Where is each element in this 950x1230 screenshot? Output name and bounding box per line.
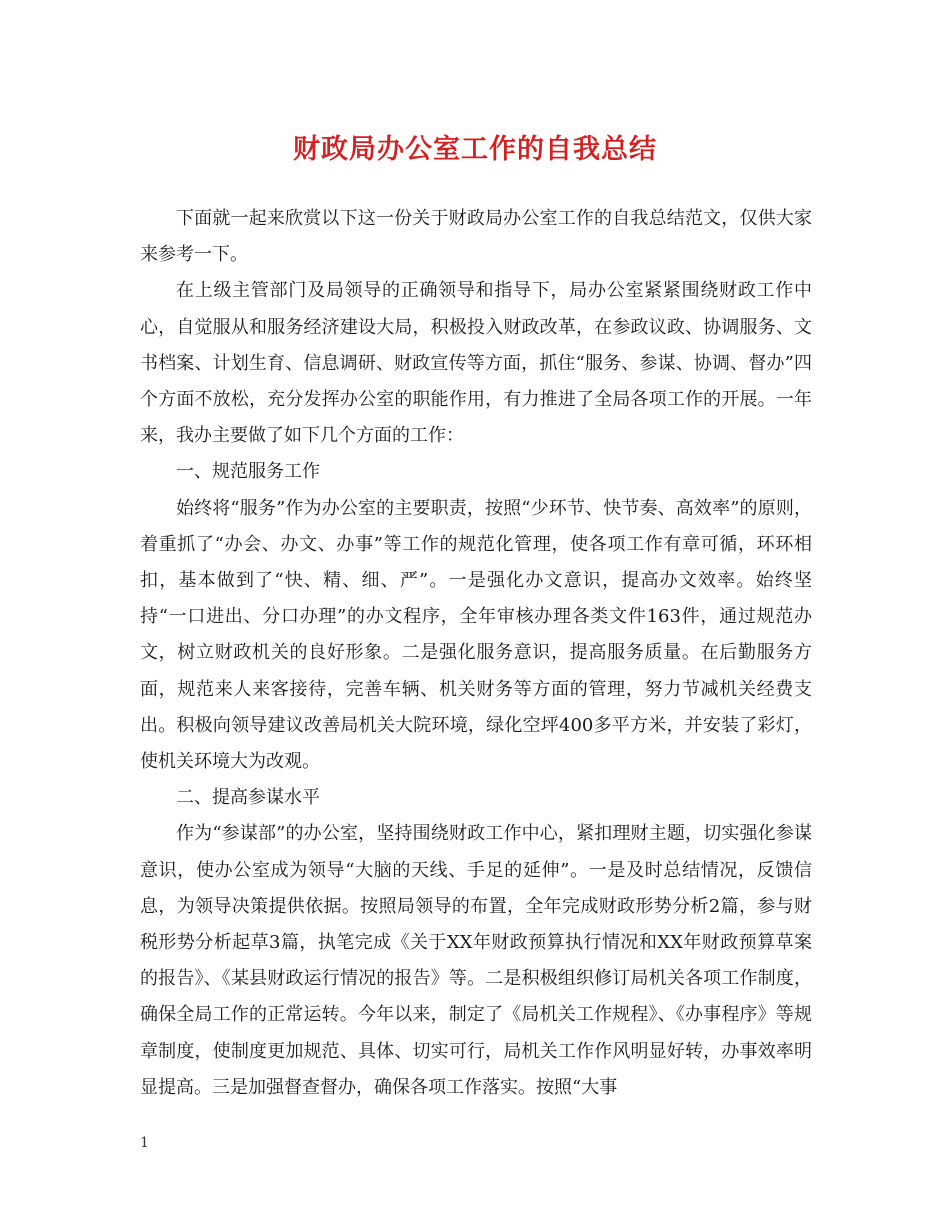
section-heading-advisory: 二、提高参谋水平: [176, 787, 320, 809]
paragraph-advisory: 作为“参谋部”的办公室，坚持围绕财政工作中心，紧扣理财主题，切实强化参谋意识，使办公室成为领导“大脑的天线、手足的延伸”。一是及时总结情况，反馈信息，为领导决策提供依据。按照局领导的布置，全年完成财政形势分析2篇，参与财税形势分析起草3篇，执笔完成《关于XX年财政预算执行情况和XX年财政预算草案的报告》、《某县财政运行情况的报告》等。二是积极组织修订局机关各项工作制度，确保全局工作的正常运转。今年以来，制定了《局机关工作规程》、《办事程序》等规章制度，使制度更加规范、具体、切实可行，局机关工作作风明显好转，办事效率明显提高。三是加强督查督办，确保各项工作落实。按照“大事: [140, 823, 812, 1098]
document-body: [140, 201, 812, 1106]
document-title: 财政局办公室工作的自我总结: [293, 134, 657, 165]
paragraph-service: 始终将“服务”作为办公室的主要职责，按照“少环节、快节奏、高效率”的原则，着重抓了“办会、办文、办事”等工作的规范化管理，使各项工作有章可循，环环相扣，基本做到了“快、精、细、严”。一是强化办文意识，提高办文效率。始终坚持“一口进出、分口办理”的办文程序，全年审核办理各类文件163件，通过规范办文，树立财政机关的良好形象。二是强化服务意识，提高服务质量。在后勤服务方面，规范来人来客接待，完善车辆、机关财务等方面的管理，努力节减机关经费支出。积极向领导建议改善局机关大院环境，绿化空坪400多平方米，并安装了彩灯，使机关环境大为改观。: [140, 497, 812, 773]
paragraph-overview: 在上级主管部门及局领导的正确领导和指导下，局办公室紧紧围绕财政工作中心，自觉服从和服务经济建设大局，积极投入财政改革，在参政议政、协调服务、文书档案、计划生育、信息调研、财政宣传等方面，抓住“服务、参谋、协调、督办”四个方面不放松，充分发挥办公室的职能作用，有力推进了全局各项工作的开展。一年来，我办主要做了如下几个方面的工作：: [140, 280, 812, 447]
page-number: 1: [140, 1135, 149, 1151]
paragraph-intro: 下面就一起来欣赏以下这一份关于财政局办公室工作的自我总结范文，仅供大家来参考一下。: [140, 208, 812, 266]
section-heading-service: 一、规范服务工作: [176, 461, 320, 483]
